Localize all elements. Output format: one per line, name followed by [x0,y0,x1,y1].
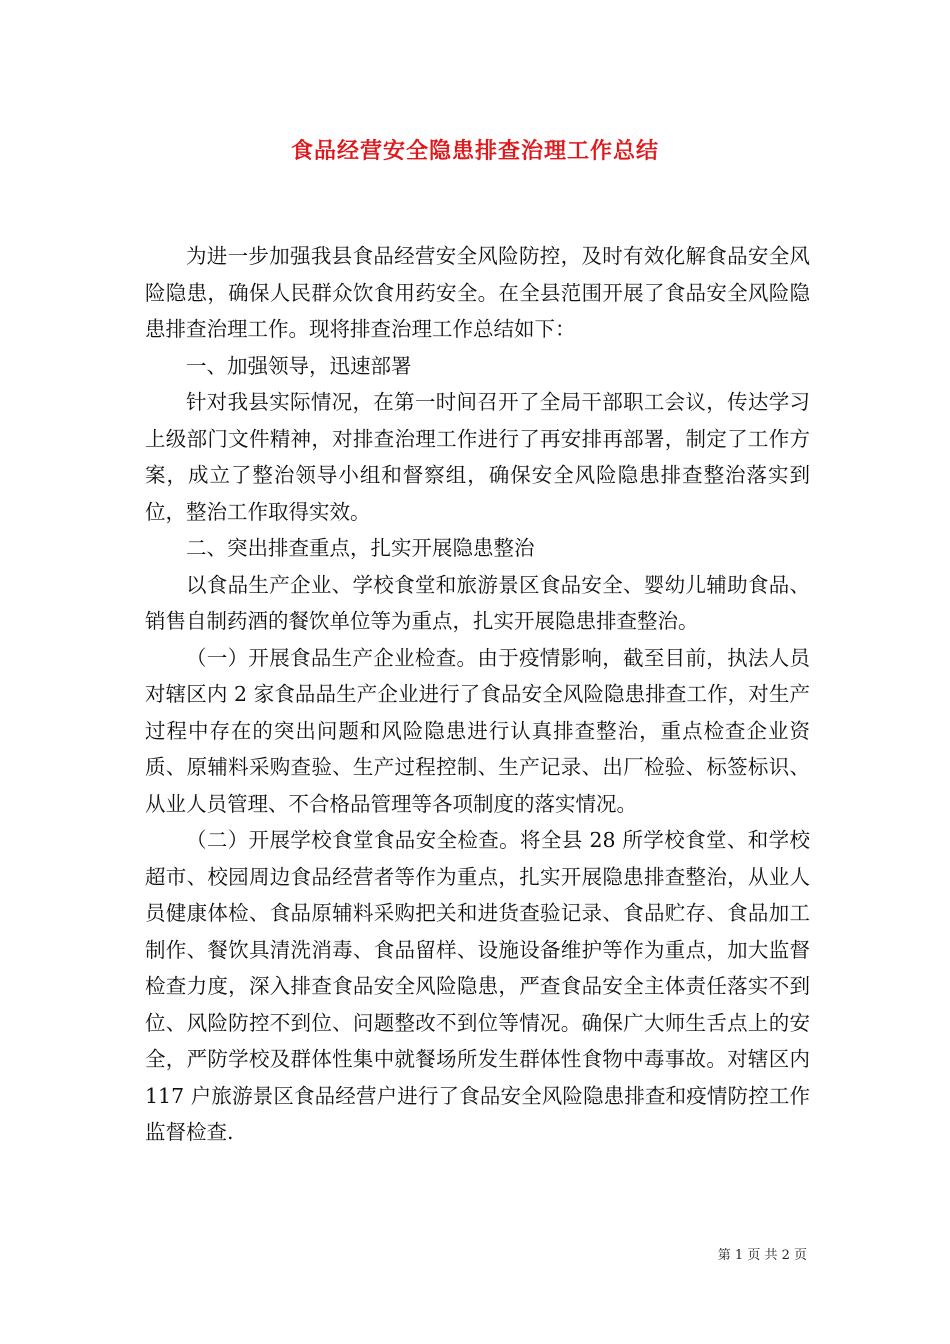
section-heading-2: 二、突出排查重点，扎实开展隐患整治 [186,536,535,560]
paragraph-subsection-1: （一）开展食品生产企业检查。由于疫情影响，截至目前，执法人员对辖区内 2 家食品品生产企业进行了食品安全风险隐患排查工作，对生产过程中存在的突出问题和风险隐患进行认真排查整治，重点检查企业资质、原辅料采购查验、生产过程控制、生产记录、出厂检验、标签标识、从业人员管理、不合格品管理等各项制度的落实情况。 [145,645,810,816]
section-heading-1: 一、加强领导，迅速部署 [186,353,412,378]
paragraph-section-1: 针对我县实际情况，在第一时间召开了全局干部职工会议，传达学习上级部门文件精神，对排查治理工作进行了再安排再部署，制定了工作方案，成立了整治领导小组和督察组，确保安全风险隐患排查整治落实到位，整治工作取得实效。 [145,390,810,524]
paragraph-section-2: 以食品生产企业、学校食堂和旅游景区食品安全、婴幼儿辅助食品、销售自制药酒的餐饮单位等为重点，扎实开展隐患排查整治。 [145,572,810,633]
document-title: 食品经营安全隐患排查治理工作总结 [290,138,659,164]
document-body [145,238,810,1151]
paragraph-subsection-2: （二）开展学校食堂食品安全检查。将全县 28 所学校食堂、和学校超市、校园周边食品经营者等作为重点，扎实开展隐患排查整治，从业人员健康体检、食品原辅料采购把关和进货查验记录、食品贮存、食品加工制作、餐饮具清洗消毒、食品留样、设施设备维护等作为重点，加大监督检查力度，深入排查食品安全风险隐患，严查食品安全主体责任落实不到位、风险防控不到位、问题整改不到位等情况。确保广大师生舌点上的安全，严防学校及群体性集中就餐场所发生群体性食物中毒事故。对辖区内 117 户旅游景区食品经营户进行了食品安全风险隐患排查和疫情防控工作监督检查. [145,828,810,1144]
paragraph-intro: 为进一步加强我县食品经营安全风险防控，及时有效化解食品安全风险隐患，确保人民群众饮食用药安全。在全县范围开展了食品安全风险隐患排查治理工作。现将排查治理工作总结如下： [145,244,810,341]
page-number-footer: 第 1 页 共 2 页 [717,1248,807,1263]
